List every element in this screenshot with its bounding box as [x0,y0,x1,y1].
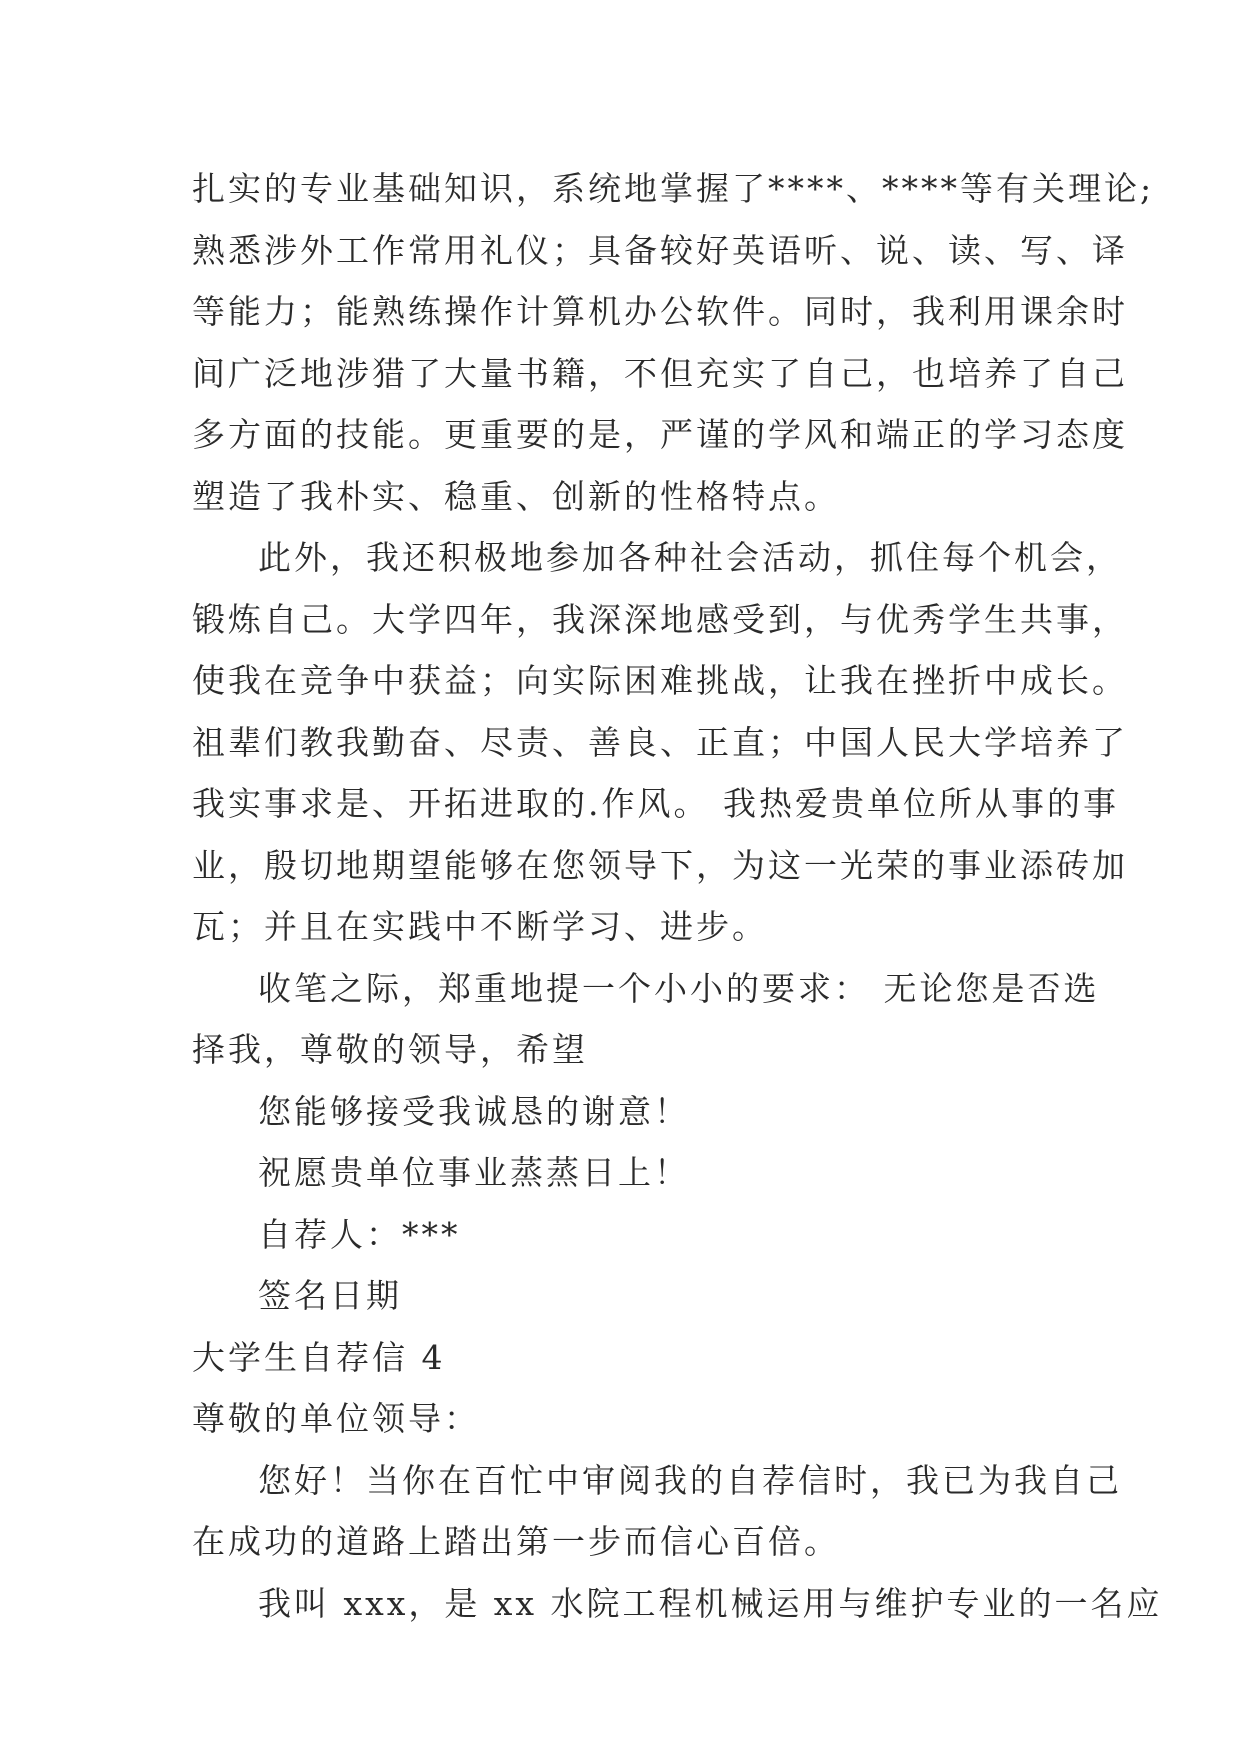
text-line-22: 您好！当你在百忙中审阅我的自荐信时，我已为我自己 [258,1460,1122,1500]
text-line-10: 祖辈们教我勤奋、尽责、善良、正直；中国人民大学培养了 [192,722,1128,762]
text-line-4: 间广泛地涉猎了大量书籍，不但充实了自己，也培养了自己 [192,353,1128,393]
text-line-13: 瓦；并且在实践中不断学习、进步。 [192,907,768,946]
section-heading: 大学生自荐信 4 [192,1337,446,1377]
text-line-1: 扎实的专业基础知识，系统地掌握了****、****等有关理论; [192,169,1155,208]
text-line-9: 使我在竞争中获益；向实际困难挑战，让我在挫折中成长。 [192,661,1128,700]
date-line: 签名日期 [258,1276,402,1315]
text-line-23: 在成功的道路上踏出第一步而信心百倍。 [192,1522,840,1561]
text-line-15: 择我，尊敬的领导，希望 [192,1030,588,1069]
signature-line: 自荐人：*** [258,1214,461,1254]
text-line-3: 等能力；能熟练操作计算机办公软件。同时，我利用课余时 [192,292,1128,331]
letter-body [192,158,1163,1634]
text-line-17: 祝愿贵单位事业蒸蒸日上！ [258,1153,690,1192]
text-line-24: 我叫 xxx，是 xx 水院工程机械运用与维护专业的一名应 [258,1583,1163,1623]
text-line-12: 业，殷切地期望能够在您领导下，为这一光荣的事业添砖加 [192,845,1128,885]
text-line-2: 熟悉涉外工作常用礼仪；具备较好英语听、说、读、写、译 [192,230,1128,270]
text-line-7: 此外，我还积极地参加各种社会活动，抓住每个机会， [258,538,1122,577]
text-line-6: 塑造了我朴实、稳重、创新的性格特点。 [192,476,840,516]
salutation: 尊敬的单位领导： [192,1399,480,1438]
text-line-16: 您能够接受我诚恳的谢意！ [258,1091,690,1131]
text-line-5: 多方面的技能。更重要的是，严谨的学风和端正的学习态度 [192,415,1128,454]
text-line-14: 收笔之际，郑重地提一个小小的要求： 无论您是否选 [258,968,1100,1008]
text-line-11: 我实事求是、开拓进取的.作风。 我热爱贵单位所从事的事 [192,784,1119,823]
text-line-8: 锻炼自己。大学四年，我深深地感受到，与优秀学生共事， [192,599,1128,639]
